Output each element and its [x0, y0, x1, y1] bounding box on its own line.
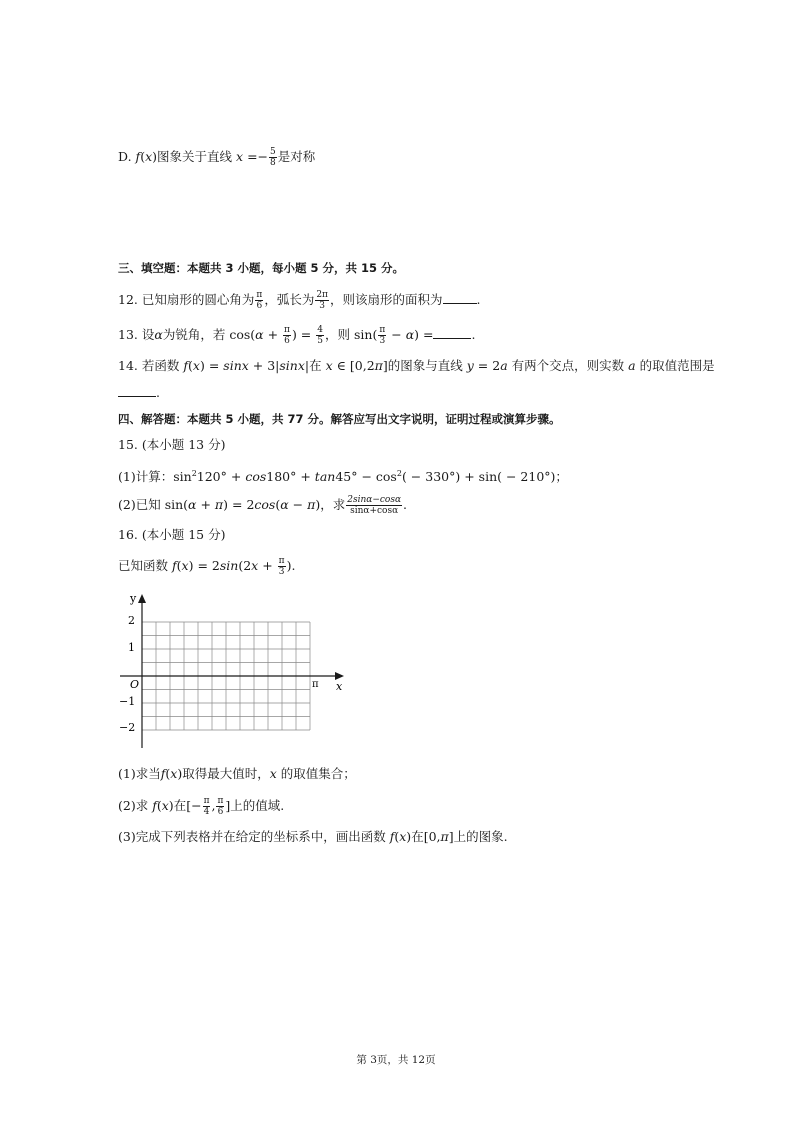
frac-pi-3: $\frac{\pi}{3}$: [278, 556, 285, 577]
q16-p2-a: (2)求: [118, 798, 149, 813]
y-tick-2: 2: [128, 614, 135, 627]
q14-text-e: 的取值范围是: [639, 358, 715, 373]
y-axis-arrow-icon: [138, 594, 146, 603]
q16-p1-c: 的取值集合；: [280, 766, 356, 781]
q14-text-d: 有两个交点，则实数: [511, 358, 625, 373]
q16-part1: (1)求当f(x)取得最大值时，x 的取值集合；: [118, 766, 356, 781]
x-tick-pi: π: [312, 679, 319, 690]
question-12: [118, 290, 480, 311]
q12-number: 12.: [118, 292, 138, 307]
coordinate-grid: [116, 588, 348, 752]
frac-pi-6: $\frac{\pi}{6}$: [217, 796, 224, 817]
frac-pi-6: $\frac{\pi}{6}$: [256, 290, 263, 311]
y-tick-neg1: −1: [119, 695, 136, 708]
frac-expression: $\frac{2\sin\alpha-\cos\alpha}{\sin\alpha+\cos\alpha}$: [347, 495, 402, 516]
q16-intro: 已知函数 f(x) = 2sin(2x + $\frac{\pi}{3}$ ).: [118, 556, 296, 577]
q12-end: .: [476, 292, 481, 307]
option-d: D. f(x)图象关于直线 x =− $\frac{5}{8}$ 是对称: [118, 147, 316, 168]
answer-blank[interactable]: [443, 291, 477, 304]
q16-p2-b: 在: [173, 798, 187, 813]
q14-number: 14.: [118, 358, 138, 373]
question-13: 13. 设α为锐角，若 cos(α + $\frac{\pi}{6}$ ) = $\frac{4}{5}$ ，则 sin( $\frac{\pi}{3}$ − α) = .: [118, 325, 476, 346]
q14-text-b: 在: [309, 358, 322, 373]
q16-p3-c: 上的图象.: [453, 829, 508, 844]
q15-p2-mid: ，求: [320, 497, 346, 512]
q15-part2: (2)已知 sin(α + π) = 2cos(α − π)，求 $\frac{2\sin\alpha-\cos\alpha}{\sin\alpha+\cos\alpha}$ .: [118, 495, 408, 516]
q12-text-b: ，弧长为: [264, 292, 315, 307]
q14-end: .: [156, 385, 160, 400]
question-14: 14. 若函数 f(x) = sinx + 3|sinx|在 x ∈ [0,2π]的图象与直线 y = 2a 有两个交点，则实数 a 的取值范围是: [118, 358, 715, 373]
section3-heading: 三、填空题：本题共 3 小题，每小题 5 分，共 15 分。: [118, 261, 405, 275]
q15-p2-label: (2)已知: [118, 497, 161, 512]
q15-p1-label: (1)计算：: [118, 469, 174, 485]
frac-pi-3: $\frac{\pi}{3}$: [379, 325, 386, 346]
q16-part2: (2)求 f(x)在[− $\frac{\pi}{4}$ , $\frac{\pi}{6}$ ]上的值域.: [118, 796, 285, 817]
q16-intro-end: .: [291, 558, 296, 573]
origin-label: O: [130, 678, 140, 691]
answer-blank[interactable]: [118, 384, 156, 397]
option-label: D.: [118, 149, 132, 164]
q13-end: .: [471, 327, 476, 342]
q16-p2-c: 上的值域.: [230, 798, 285, 813]
option-d-text-a: 图象关于直线: [157, 149, 233, 164]
frac-2pi-3: $\frac{2\pi}{3}$: [316, 290, 328, 311]
frac-pi-6: $\frac{\pi}{6}$: [284, 325, 290, 346]
q16-p3-b: 在: [411, 829, 424, 844]
q15-p2-end: .: [403, 497, 408, 512]
q14-text-c: 的图象与直线: [387, 358, 463, 373]
q16-p1-b: 取得最大值时，: [182, 766, 270, 781]
q13-text-a: 设: [141, 327, 155, 342]
section4-heading: 四、解答题：本题共 5 小题，共 77 分。解答应写出文字说明，证明过程或演算步骤。: [118, 412, 561, 426]
option-d-text-b: 是对称: [277, 149, 316, 164]
q16-intro-text: 已知函数: [118, 558, 169, 573]
q14-text-a: 若函数: [141, 358, 180, 373]
q12-text-a: 已知扇形的圆心角为: [141, 292, 255, 307]
frac-4-5: $\frac{4}{5}$: [317, 325, 323, 346]
q14-blank-line: [118, 384, 160, 402]
y-axis-label: y: [130, 592, 137, 605]
frac-pi-4: $\frac{\pi}{4}$: [203, 796, 210, 817]
math-fx: f: [135, 149, 141, 164]
q12-text-c: ，则该扇形的面积为: [329, 292, 443, 307]
q15-part1: (1)计算：$\sin^2120^\circ + \cos 180^\circ + \tan 45^\circ - \cos^2( - 330^\circ) + \sin( - 210^\circ)$；: [118, 469, 568, 485]
y-tick-neg2: −2: [119, 721, 136, 734]
q16-p1-a: (1)求当: [118, 766, 161, 781]
q16-p3-a: (3)完成下列表格并在给定的坐标系中，画出函数: [118, 829, 386, 844]
frac-5-8: $\frac{5}{8}$: [270, 147, 276, 168]
q15-title: 15. (本小题 13 分): [118, 437, 226, 452]
x-axis-arrow-icon: [335, 672, 344, 680]
q13-text-c: ，则: [325, 327, 351, 342]
q13-number: 13.: [118, 327, 138, 342]
q13-text-b: 为锐角，若: [162, 327, 226, 342]
q16-part3: (3)完成下列表格并在给定的坐标系中，画出函数 f(x)在[0,π]上的图象.: [118, 829, 508, 844]
y-tick-1: 1: [128, 641, 135, 654]
x-axis-label: x: [336, 680, 343, 693]
q16-title: 16. (本小题 15 分): [118, 527, 226, 542]
page-footer: 第 3页，共 12页: [356, 1054, 436, 1066]
answer-blank[interactable]: [433, 326, 471, 339]
